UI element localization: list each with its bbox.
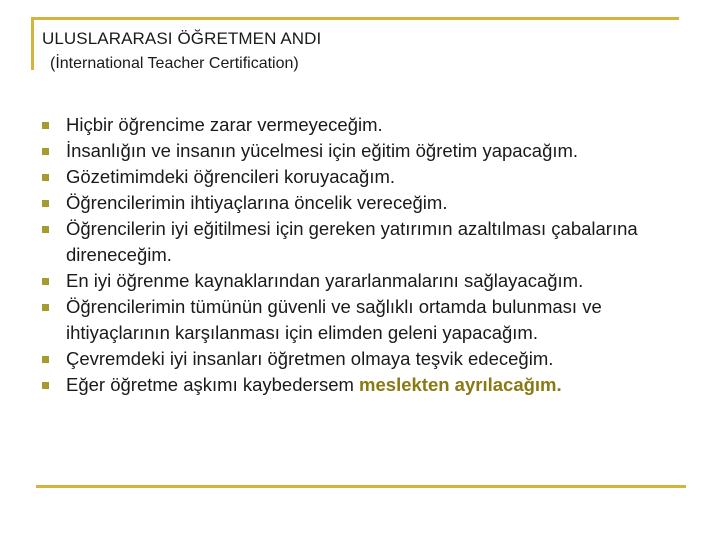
list-item — [40, 268, 690, 294]
square-bullet-icon — [42, 356, 49, 363]
highlighted-text: meslekten ayrılacağım. — [359, 374, 562, 395]
square-bullet-icon — [42, 382, 49, 389]
square-bullet-icon — [42, 148, 49, 155]
item-text: Öğrencilerimin ihtiyaçlarına öncelik vereceğim. — [66, 192, 448, 213]
square-bullet-icon — [42, 200, 49, 207]
list-item — [40, 346, 690, 372]
list-item — [40, 138, 690, 164]
list-item — [40, 164, 690, 190]
list-item — [40, 216, 690, 268]
item-text: Öğrencilerimin tümünün güvenli ve sağlıklı ortamda bulunması ve ihtiyaçlarının karşılanması için elimden geleni yapacağım. — [66, 296, 602, 343]
item-text: Gözetimimdeki öğrencileri koruyacağım. — [66, 166, 396, 187]
oath-list — [40, 112, 690, 398]
square-bullet-icon — [42, 278, 49, 285]
list-item — [40, 112, 690, 138]
square-bullet-icon — [42, 122, 49, 129]
list-item — [40, 294, 690, 346]
item-text: Hiçbir öğrencime zarar vermeyeceğim. — [66, 114, 383, 135]
list-item — [40, 372, 690, 398]
page-subtitle: (İnternational Teacher Certification) — [50, 55, 299, 72]
item-text: Çevremdeki iyi insanları öğretmen olmaya teşvik edeceğim. — [66, 348, 554, 369]
item-text: Öğrencilerin iyi eğitilmesi için gereken yatırımın azaltılması çabalarına direneceğim. — [66, 218, 638, 265]
bottom-rule — [36, 485, 686, 488]
item-text: En iyi öğrenme kaynaklarından yararlanmalarını sağlayacağım. — [66, 270, 584, 291]
page-title: ULUSLARARASI ÖĞRETMEN ANDI — [42, 29, 322, 48]
square-bullet-icon — [42, 174, 49, 181]
left-frame-rule — [31, 17, 34, 70]
top-frame-rule — [31, 17, 679, 20]
item-text: Eğer öğretme aşkımı kaybedersem — [66, 374, 360, 395]
square-bullet-icon — [42, 226, 49, 233]
list-item — [40, 190, 690, 216]
square-bullet-icon — [42, 304, 49, 311]
item-text: İnsanlığın ve insanın yücelmesi için eğitim öğretim yapacağım. — [66, 140, 579, 161]
